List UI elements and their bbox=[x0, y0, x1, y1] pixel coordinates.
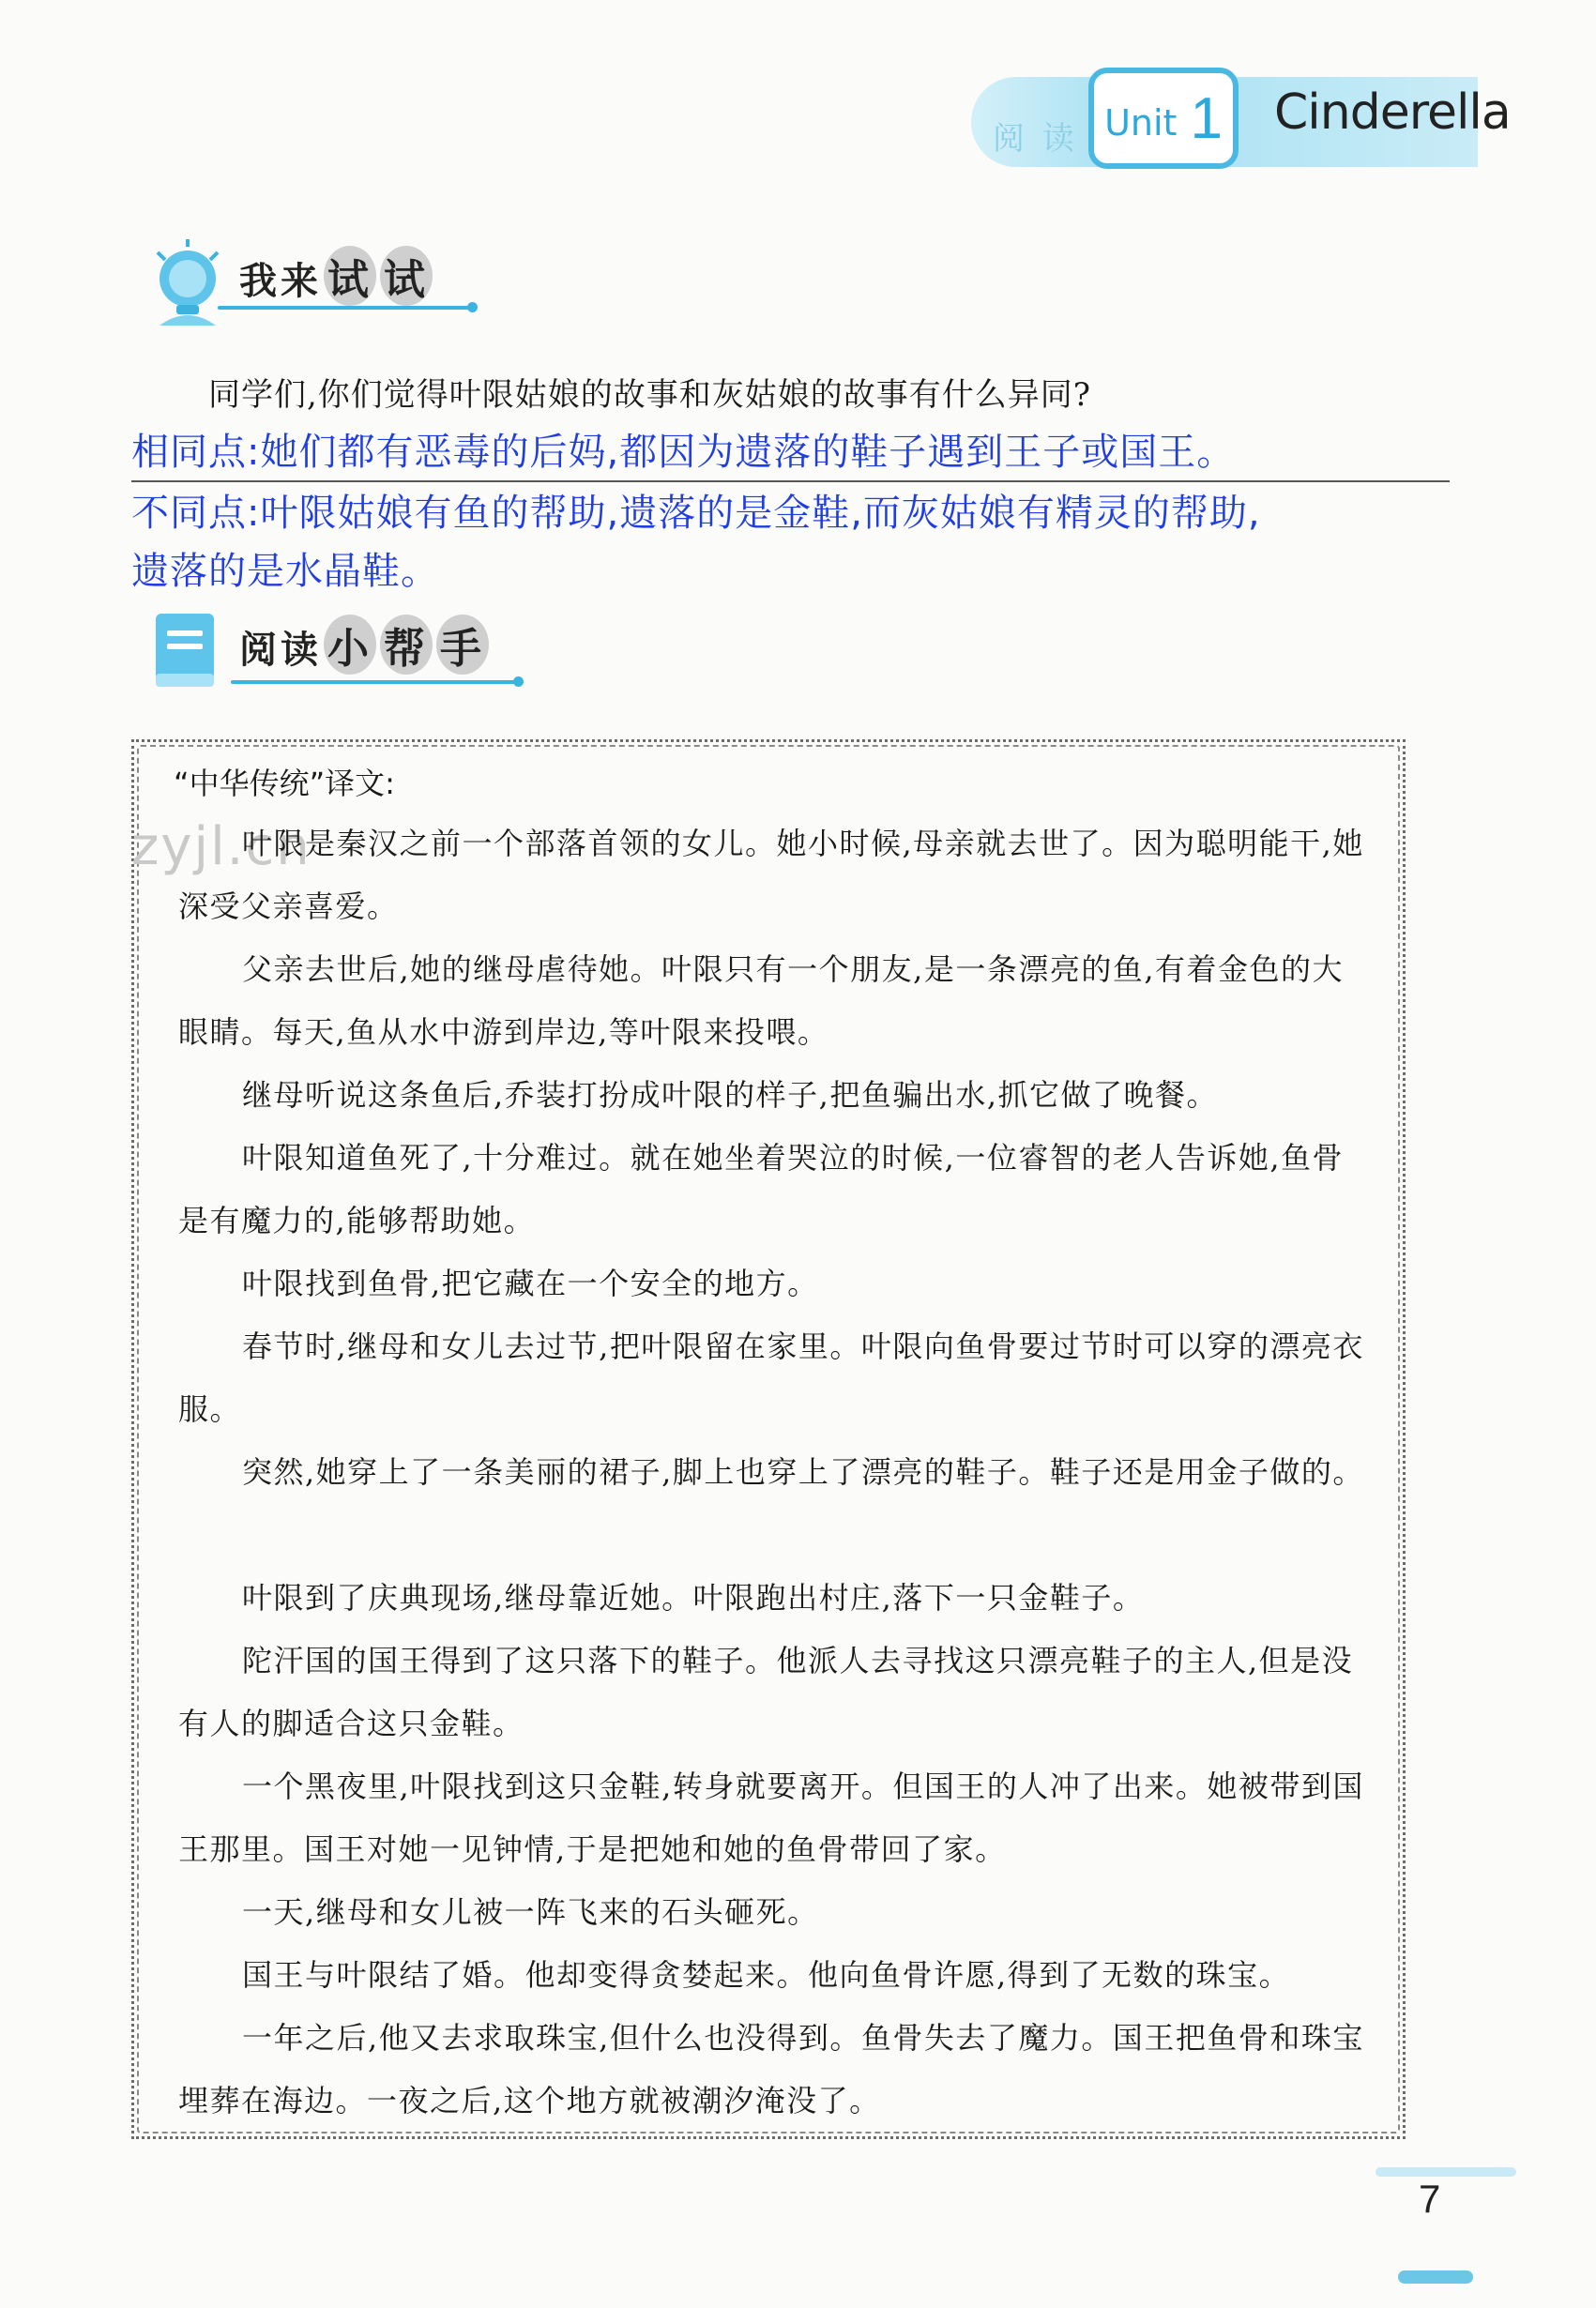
section-title-reading-hl-1: 小 bbox=[324, 615, 376, 675]
answer-line-3: 遗落的是水晶鞋。 bbox=[131, 550, 439, 593]
reading-heading: “中华传统”译文: bbox=[174, 766, 395, 801]
page-number-decoration-top bbox=[1376, 2167, 1516, 2177]
watermark: zyjl.cn bbox=[131, 816, 312, 877]
section-underline-try bbox=[218, 306, 471, 310]
reading-paragraph: 叶限找到鱼骨,把它藏在一个安全的地方。 bbox=[242, 1266, 819, 1301]
reading-paragraph: 国王与叶限结了婚。他却变得贪婪起来。他向鱼骨许愿,得到了无数的珠宝。 bbox=[242, 1957, 1291, 1993]
section-title-try bbox=[239, 246, 434, 306]
section-title-reading-hl-2: 帮 bbox=[380, 615, 433, 675]
book-icon bbox=[150, 610, 225, 692]
section-underline-dot bbox=[467, 302, 478, 312]
section-underline-reading bbox=[231, 680, 517, 684]
reading-paragraph: 突然,她穿上了一条美丽的裙子,脚上也穿上了漂亮的鞋子。鞋子还是用金子做的。 bbox=[242, 1454, 1364, 1490]
reading-paragraph: 一年之后,他又去求取珠宝,但什么也没得到。鱼骨失去了魔力。国王把鱼骨和珠宝埋葬在海边。一夜之后,这个地方就被潮汐淹没了。 bbox=[178, 2020, 1364, 2118]
page-number-decoration-bottom bbox=[1398, 2270, 1473, 2284]
reading-paragraph: 叶限到了庆典现场,继母靠近她。叶限跑出村庄,落下一只金鞋子。 bbox=[242, 1580, 1145, 1616]
unit-number: 1 bbox=[1190, 85, 1223, 151]
reading-paragraph: 叶限知道鱼死了,十分难过。就在她坐着哭泣的时候,一位睿智的老人告诉她,鱼骨是有魔力的,能够帮助她。 bbox=[178, 1140, 1345, 1238]
answer-line-2: 不同点:叶限姑娘有鱼的帮助,遗落的是金鞋,而灰姑娘有精灵的帮助, bbox=[131, 492, 1261, 535]
unit-word: Unit bbox=[1104, 102, 1178, 144]
reading-paragraph: 春节时,继母和女儿去过节,把叶限留在家里。叶限向鱼骨要过节时可以穿的漂亮衣服。 bbox=[178, 1329, 1364, 1427]
section-title-try-plain: 我来 bbox=[239, 260, 322, 303]
section-title-try-hl-1: 试 bbox=[324, 246, 376, 306]
page-number: 7 bbox=[1419, 2177, 1441, 2221]
unit-badge bbox=[1088, 68, 1239, 169]
section-title-reading-hl-3: 手 bbox=[436, 615, 489, 675]
reading-paragraph: 叶限是秦汉之前一个部落首领的女儿。她小时候,母亲就去世了。因为聪明能干,她深受父亲喜爱。 bbox=[178, 826, 1364, 924]
reading-paragraph: 一天,继母和女儿被一阵飞来的石头砸死。 bbox=[242, 1894, 819, 1930]
section-title-reading-plain: 阅读 bbox=[239, 629, 322, 672]
reading-paragraph: 父亲去世后,她的继母虐待她。叶限只有一个朋友,是一条漂亮的鱼,有着金色的大眼睛。每天,鱼从水中游到岸边,等叶限来投喂。 bbox=[178, 951, 1345, 1050]
answer-rule bbox=[131, 480, 1450, 482]
section-underline-dot-2 bbox=[513, 676, 524, 687]
reading-paragraph: 继母听说这条鱼后,乔装打扮成叶限的样子,把鱼骗出水,抓它做了晚餐。 bbox=[242, 1077, 1219, 1113]
answer-line-1: 相同点:她们都有恶毒的后妈,都因为遗落的鞋子遇到王子或国王。 bbox=[131, 431, 1236, 474]
section-title-reading-helper bbox=[239, 615, 491, 675]
reading-paragraph: 陀汗国的国王得到了这只落下的鞋子。他派人去寻找这只漂亮鞋子的主人,但是没有人的脚适合这只金鞋。 bbox=[178, 1643, 1354, 1741]
lesson-title: Cinderella bbox=[1274, 84, 1511, 141]
section-title-try-hl-2: 试 bbox=[380, 246, 433, 306]
question-text: 同学们,你们觉得叶限姑娘的故事和灰姑娘的故事有什么异同? bbox=[208, 376, 1092, 414]
header-ghost-text: 阅 读 bbox=[993, 120, 1078, 158]
reading-paragraph: 一个黑夜里,叶限找到这只金鞋,转身就要离开。但国王的人冲了出来。她被带到国王那里。国王对她一见钟情,于是把她和她的鱼骨带回了家。 bbox=[178, 1769, 1364, 1867]
lightbulb-icon bbox=[150, 239, 225, 333]
